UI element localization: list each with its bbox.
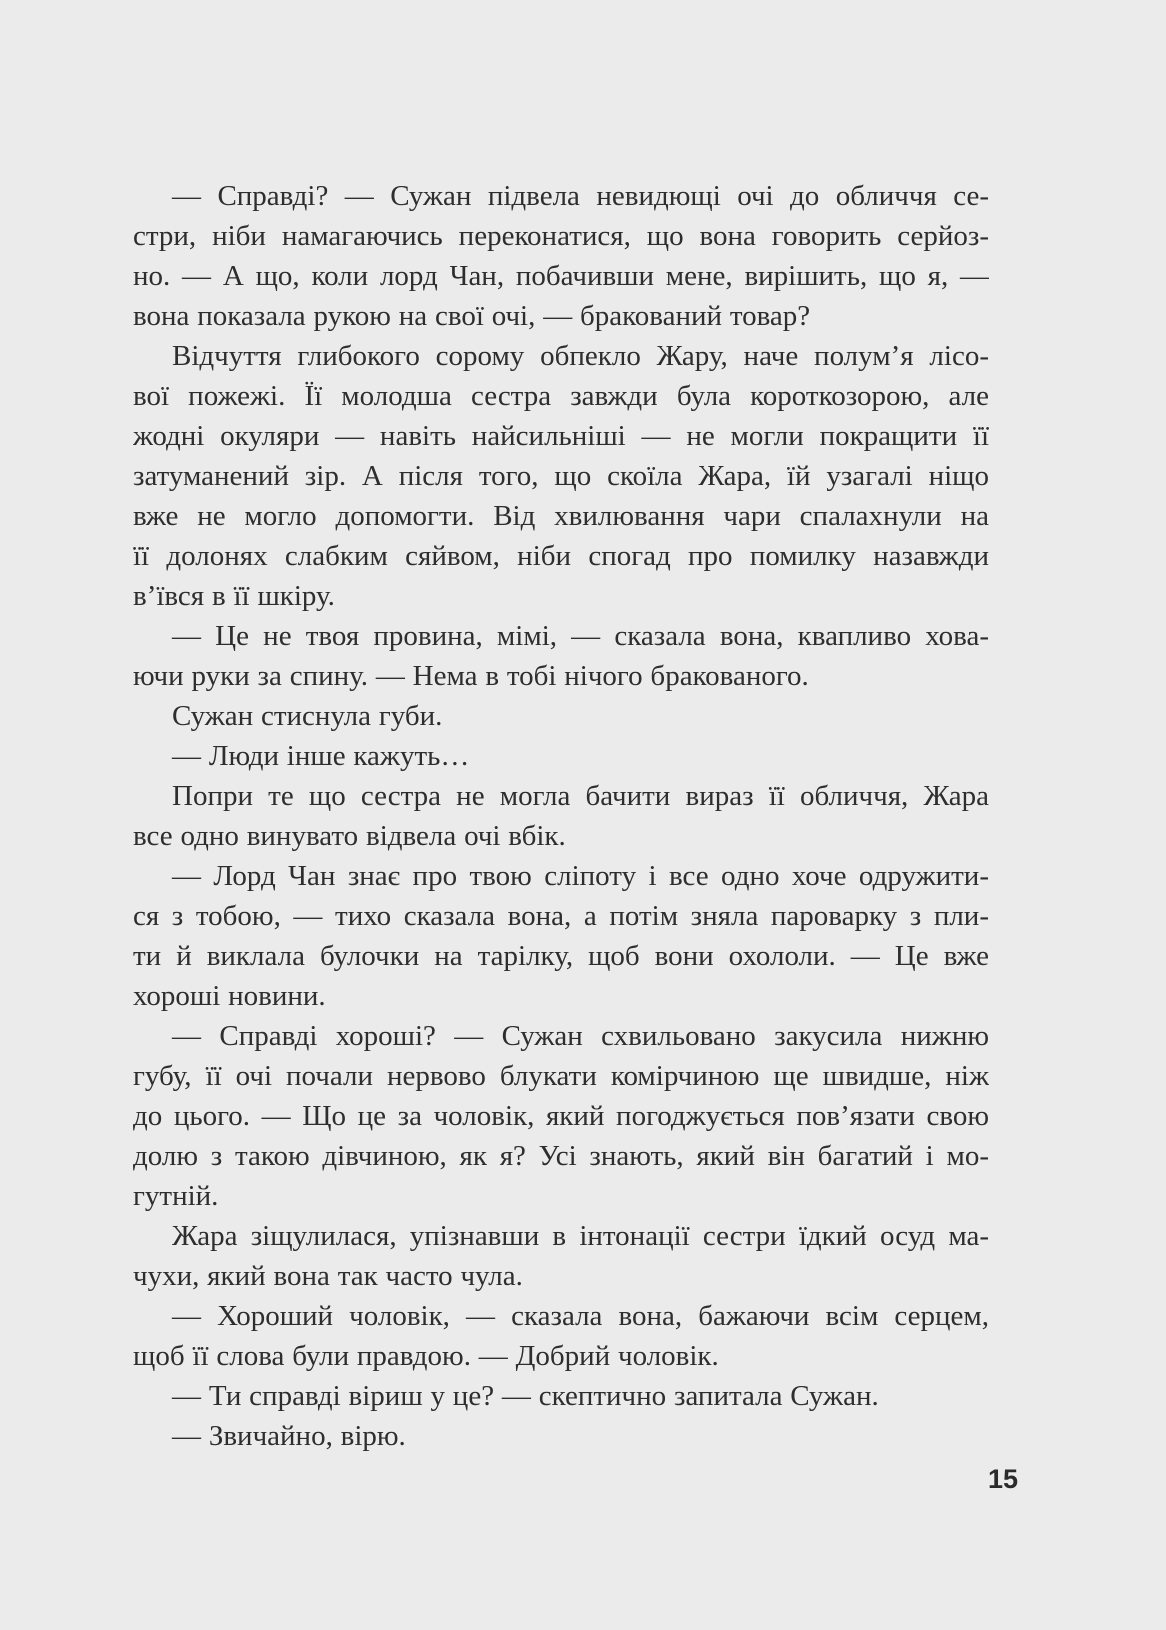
page-text	[133, 176, 989, 1456]
paragraph	[133, 736, 989, 776]
text-line: ючи руки за спину. — Нема в тобі нічого бракованого.	[133, 660, 809, 692]
text-line: в’ївся в її шкіру.	[133, 580, 335, 612]
text-line: до цього. — Що це за чоловік, який погоджується пов’язати свою	[133, 1100, 989, 1132]
text-line: ся з тобою, — тихо сказала вона, а потім зняла пароварку з пли-	[133, 900, 989, 932]
paragraph	[133, 1416, 989, 1456]
text-line: хороші новини.	[133, 980, 326, 1012]
paragraph	[133, 176, 989, 336]
text-line: — Справді? — Сужан підвела невидющі очі до обличчя се-	[172, 180, 989, 212]
text-line: — Хороший чоловік, — сказала вона, бажаючи всім серцем,	[172, 1300, 989, 1332]
paragraph	[133, 336, 989, 616]
text-line: вона показала рукою на свої очі, — бракований товар?	[133, 300, 811, 332]
text-line: вже не могло допомогти. Від хвилювання чари спалахнули на	[133, 500, 989, 532]
text-line: но. — А що, коли лорд Чан, побачивши мене, вирішить, що я, —	[133, 260, 989, 292]
text-line: губу, її очі почали нервово блукати комірчиною ще швидше, ніж	[133, 1060, 989, 1092]
paragraph	[133, 616, 989, 696]
page-number: 15	[988, 1464, 1019, 1494]
text-line: чухи, який вона так часто чула.	[133, 1260, 523, 1292]
text-line: ти й виклала булочки на тарілку, щоб вони охололи. — Це вже	[133, 940, 989, 972]
text-line: Жара зіщулилася, упізнавши в інтонації сестри їдкий осуд ма-	[172, 1220, 989, 1252]
paragraph	[133, 776, 989, 856]
paragraph	[133, 1016, 989, 1216]
text-line: стри, ніби намагаючись переконатися, що вона говорить серйоз-	[133, 220, 989, 252]
text-line: гутній.	[133, 1180, 219, 1212]
text-line: — Лорд Чан знає про твою сліпоту і все одно хоче одружити-	[172, 860, 989, 892]
paragraph	[133, 1296, 989, 1376]
text-line: Сужан стиснула губи.	[172, 700, 443, 732]
paragraph	[133, 856, 989, 1016]
text-line: Відчуття глибокого сорому обпекло Жару, наче полум’я лісо-	[172, 340, 989, 372]
text-line: Попри те що сестра не могла бачити вираз її обличчя, Жара	[172, 780, 989, 812]
text-line: жодні окуляри — навіть найсильніші — не могли покращити її	[133, 420, 989, 452]
text-line: її долонях слабким сяйвом, ніби спогад про помилку назавжди	[133, 540, 989, 572]
text-line: — Ти справді віриш у це? — скептично запитала Сужан.	[172, 1380, 879, 1412]
text-line: вої пожежі. Її молодша сестра завжди була короткозорою, але	[133, 380, 989, 412]
paragraph	[133, 696, 989, 736]
text-line: — Це не твоя провина, мімі, — сказала вона, квапливо хова-	[172, 620, 989, 652]
text-line: — Люди інше кажуть…	[172, 740, 470, 772]
text-line: долю з такою дівчиною, як я? Усі знають, який він багатий і мо-	[133, 1140, 989, 1172]
text-line: щоб її слова були правдою. — Добрий чоловік.	[133, 1340, 719, 1372]
text-line: все одно винувато відвела очі вбік.	[133, 820, 566, 852]
text-line: — Справді хороші? — Сужан схвильовано закусила нижню	[172, 1020, 989, 1052]
paragraph	[133, 1376, 989, 1416]
text-line: — Звичайно, вірю.	[172, 1420, 406, 1452]
text-line: затуманений зір. А після того, що скоїла Жара, їй узагалі ніщо	[133, 460, 989, 492]
paragraph	[133, 1216, 989, 1296]
